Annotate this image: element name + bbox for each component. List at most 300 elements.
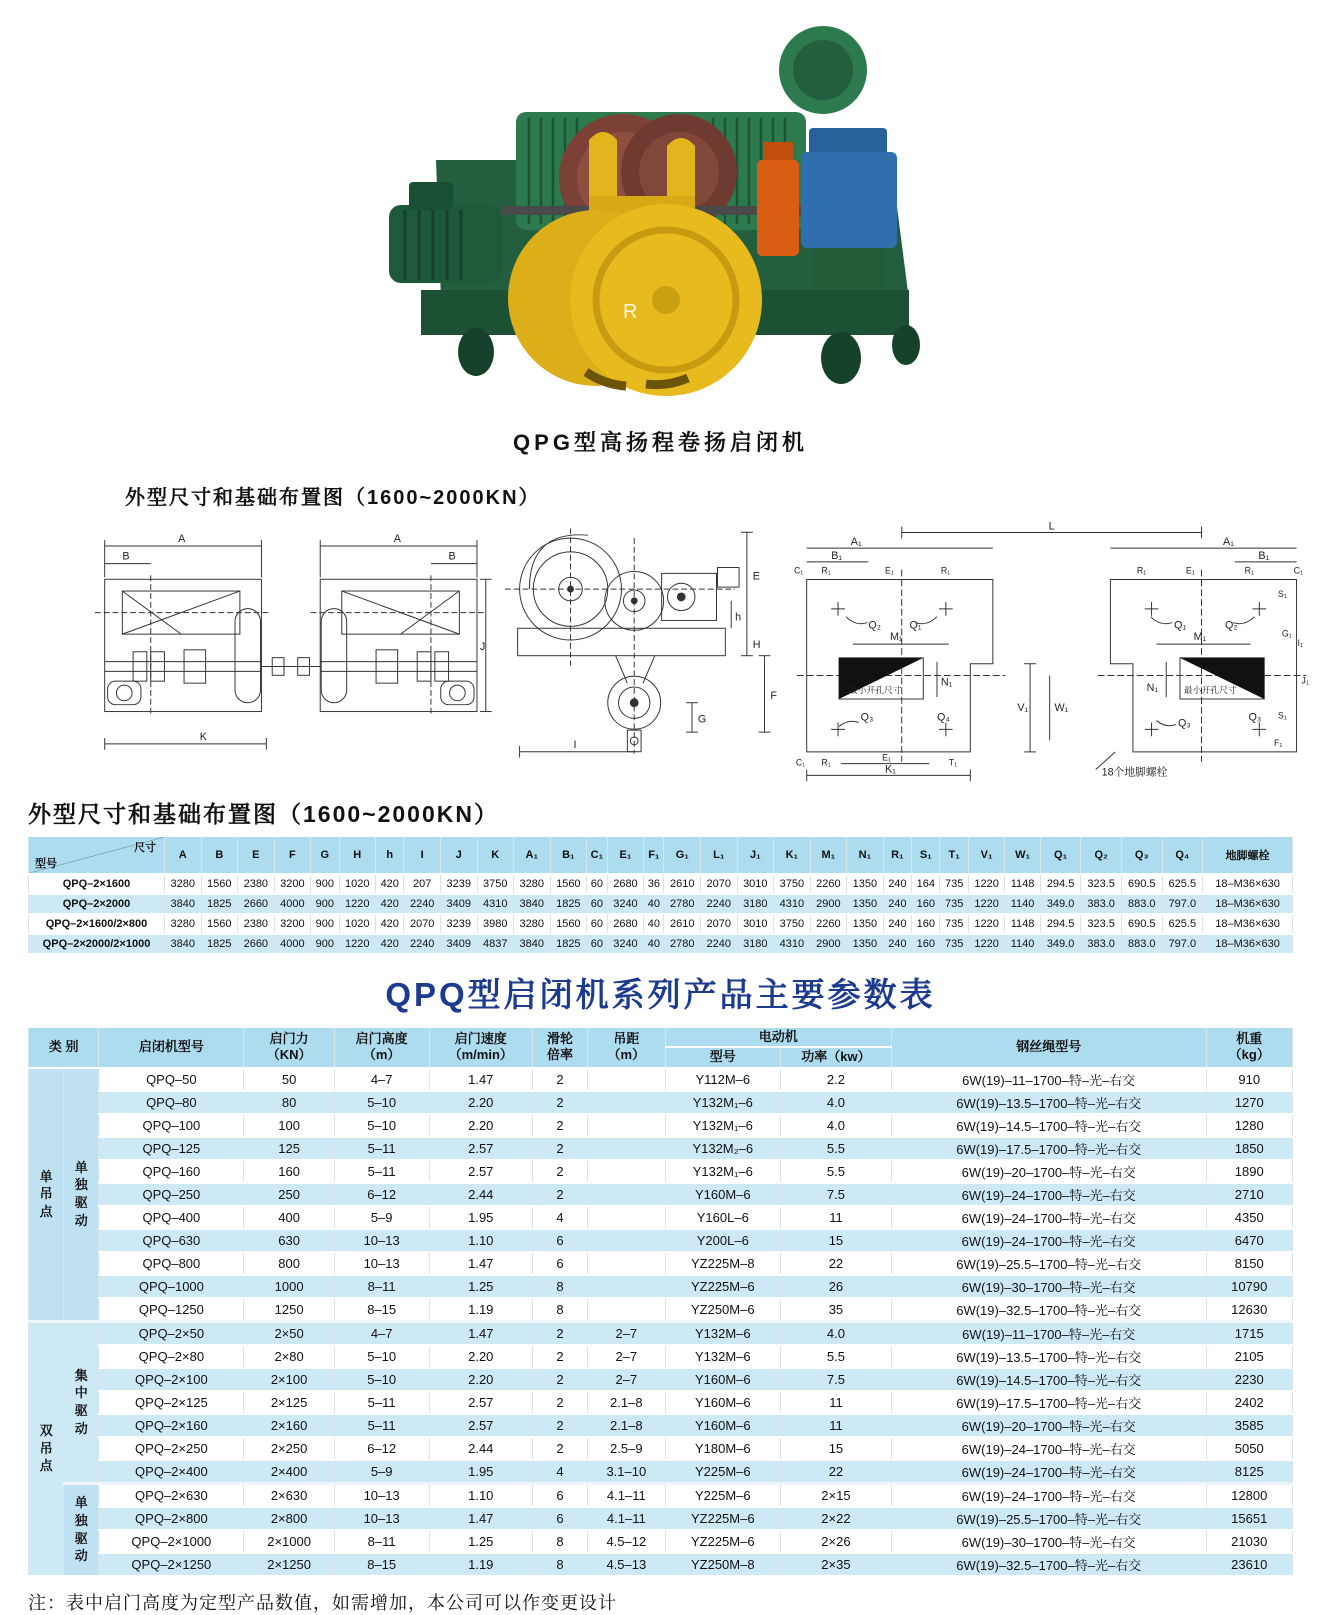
dim-label: C₁ xyxy=(1293,565,1303,576)
dim-header-row xyxy=(29,836,1293,874)
dim-model-cell: QPQ–2×1600 xyxy=(29,874,165,894)
param-cell: 2×250 xyxy=(244,1437,334,1460)
dim-value-cell: 2070 xyxy=(404,914,441,934)
dim-value-cell: 3750 xyxy=(477,874,514,894)
dim-label: I₁ xyxy=(1297,638,1303,649)
dim-value-cell: 3180 xyxy=(737,934,774,954)
param-cell: 2 xyxy=(532,1160,587,1183)
dim-table-row xyxy=(29,934,1293,954)
param-cell xyxy=(588,1114,666,1137)
model-cell: QPQ–1250 xyxy=(99,1298,244,1322)
param-cell: 8–11 xyxy=(334,1275,429,1298)
dim-column-header: R₁ xyxy=(883,836,911,874)
footnote: 注：表中启门高度为定型产品数值，如需增加，本公司可以作变更设计 xyxy=(28,1592,617,1613)
param-cell: 5.5 xyxy=(780,1137,891,1160)
param-cell: 5–10 xyxy=(334,1114,429,1137)
param-cell: 1.10 xyxy=(429,1229,532,1252)
param-cell: 8–11 xyxy=(334,1530,429,1553)
dim-table-row xyxy=(29,914,1293,934)
dim-value-cell: 1220 xyxy=(339,934,376,954)
dim-label: B xyxy=(448,550,456,563)
param-cell: 6470 xyxy=(1206,1229,1293,1252)
param-cell: 15 xyxy=(780,1437,891,1460)
header-motor: 电动机 xyxy=(665,1027,891,1047)
param-cell: 8 xyxy=(532,1298,587,1322)
param-cell: 23610 xyxy=(1206,1553,1293,1576)
dim-value-cell: 735 xyxy=(940,874,968,894)
param-cell xyxy=(588,1137,666,1160)
param-cell: 2 xyxy=(532,1137,587,1160)
param-cell xyxy=(588,1068,666,1091)
dim-column-header: J xyxy=(440,836,477,874)
parameters-row xyxy=(29,1091,1293,1114)
dim-value-cell: 883.0 xyxy=(1121,934,1162,954)
param-cell: 6W(19)–24–1700–特–光–右交 xyxy=(891,1206,1206,1229)
dim-label: V₁ xyxy=(1017,701,1028,714)
param-cell: Y160M–6 xyxy=(665,1391,780,1414)
param-cell: 5–11 xyxy=(334,1160,429,1183)
product-photo-illustration xyxy=(361,0,961,420)
model-cell: QPQ–800 xyxy=(99,1252,244,1275)
dim-label: C₁ xyxy=(793,565,804,576)
brand-mark: R xyxy=(622,301,637,323)
param-cell: 5–10 xyxy=(334,1345,429,1368)
model-cell: QPQ–2×1250 xyxy=(99,1553,244,1576)
dim-value-cell: 3280 xyxy=(514,914,551,934)
dim-value-cell: 1220 xyxy=(968,874,1005,894)
dim-column-header: Q₁ xyxy=(1040,836,1081,874)
parameters-row xyxy=(29,1460,1293,1484)
dim-value-cell: 1825 xyxy=(550,934,587,954)
param-cell: 2×100 xyxy=(244,1368,334,1391)
dim-column-header: B xyxy=(201,836,238,874)
param-cell: 4350 xyxy=(1206,1206,1293,1229)
param-cell: 6W(19)–11–1700–特–光–右交 xyxy=(891,1068,1206,1091)
min-hole-right xyxy=(1180,658,1264,699)
param-cell: 2.1–8 xyxy=(588,1414,666,1437)
dim-value-cell: 240 xyxy=(883,874,911,894)
param-cell: 11 xyxy=(780,1391,891,1414)
dim-value-cell: 3240 xyxy=(607,934,644,954)
parameters-row xyxy=(29,1114,1293,1137)
param-cell: 2×400 xyxy=(244,1460,334,1484)
dim-value-cell: 4837 xyxy=(477,934,514,954)
dim-value-cell: 900 xyxy=(311,894,339,914)
param-cell: 2 xyxy=(532,1321,587,1345)
drive-group-cell: 单独驱动 xyxy=(64,1483,99,1576)
param-cell: 6W(19)–20–1700–特–光–右交 xyxy=(891,1414,1206,1437)
dim-value-cell: 2380 xyxy=(238,874,275,894)
dim-column-header: K₁ xyxy=(774,836,811,874)
param-cell: 6 xyxy=(532,1252,587,1275)
header-distance-label: 吊距 xyxy=(613,1031,640,1046)
dim-value-cell: 3840 xyxy=(514,934,551,954)
parameters-table xyxy=(28,1026,1293,1577)
param-cell xyxy=(588,1183,666,1206)
dim-value-cell: 2070 xyxy=(701,914,738,934)
dim-value-cell: 1825 xyxy=(201,894,238,914)
dim-value-cell: 3750 xyxy=(774,874,811,894)
dim-label: W₁ xyxy=(1054,701,1069,714)
dim-value-cell: 420 xyxy=(376,934,404,954)
param-cell: YZ225M–6 xyxy=(665,1530,780,1553)
dim-value-cell: 1148 xyxy=(1005,914,1040,934)
header-motor-power: 功率（kw） xyxy=(780,1047,891,1067)
dim-value-cell: 3200 xyxy=(274,914,311,934)
dim-value-cell: 1825 xyxy=(550,894,587,914)
param-cell: 2.5–9 xyxy=(588,1437,666,1460)
dim-column-header: C₁ xyxy=(587,836,608,874)
dim-value-cell: 3840 xyxy=(514,894,551,914)
param-cell: 12630 xyxy=(1206,1298,1293,1322)
param-cell: 6W(19)–17.5–1700–特–光–右交 xyxy=(891,1391,1206,1414)
header-distance-unit: （m） xyxy=(607,1047,646,1063)
param-cell: 630 xyxy=(244,1229,334,1252)
dim-value-cell: 60 xyxy=(587,934,608,954)
param-cell: 2230 xyxy=(1206,1368,1293,1391)
dim-label: R₁ xyxy=(821,565,831,576)
dim-value-cell: 2680 xyxy=(607,914,644,934)
param-cell: 6W(19)–24–1700–特–光–右交 xyxy=(891,1229,1206,1252)
dim-column-header: B₁ xyxy=(550,836,587,874)
dim-value-cell: 3010 xyxy=(737,914,774,934)
product-photo xyxy=(361,0,961,420)
param-cell: 2×160 xyxy=(244,1414,334,1437)
dim-column-header: T₁ xyxy=(940,836,968,874)
param-cell: 2×800 xyxy=(244,1507,334,1530)
dim-value-cell: 4000 xyxy=(274,934,311,954)
parameters-row xyxy=(29,1483,1293,1507)
dim-value-cell: 1220 xyxy=(968,934,1005,954)
param-cell: 4.0 xyxy=(780,1091,891,1114)
parameters-row xyxy=(29,1437,1293,1460)
corner-label-model: 型号 xyxy=(35,858,57,870)
param-cell: 125 xyxy=(244,1137,334,1160)
model-cell: QPQ–2×800 xyxy=(99,1507,244,1530)
param-cell: 2 xyxy=(532,1437,587,1460)
param-cell: Y225M–6 xyxy=(665,1460,780,1484)
param-cell: 2×35 xyxy=(780,1553,891,1576)
dim-column-header: K xyxy=(477,836,514,874)
param-cell: 6–12 xyxy=(334,1183,429,1206)
param-cell: 11 xyxy=(780,1414,891,1437)
param-cell: 35 xyxy=(780,1298,891,1322)
dim-value-cell: 2260 xyxy=(810,874,847,894)
dim-value-cell: 323.5 xyxy=(1081,874,1122,894)
dim-value-cell: 2380 xyxy=(238,914,275,934)
dim-label: A₁ xyxy=(1222,536,1234,549)
header-weight-unit: （kg） xyxy=(1228,1047,1270,1063)
param-cell: 2 xyxy=(532,1068,587,1091)
dim-column-header: A xyxy=(165,836,202,874)
model-cell: QPQ–2×400 xyxy=(99,1460,244,1484)
dim-value-cell: 18–M36×630 xyxy=(1203,934,1293,954)
parameters-row xyxy=(29,1345,1293,1368)
param-cell xyxy=(588,1275,666,1298)
dimension-table xyxy=(28,835,1293,955)
param-cell: 4.1–11 xyxy=(588,1483,666,1507)
dim-value-cell: 2070 xyxy=(701,874,738,894)
param-cell: 1000 xyxy=(244,1275,334,1298)
dim-column-header: Q₂ xyxy=(1081,836,1122,874)
param-cell: 5–11 xyxy=(334,1137,429,1160)
dim-label: E₁ xyxy=(884,565,894,576)
dim-value-cell: 690.5 xyxy=(1121,914,1162,934)
dim-label: B₁ xyxy=(830,549,842,562)
min-hole-left xyxy=(839,658,923,699)
param-cell: 1.19 xyxy=(429,1298,532,1322)
dim-value-cell: 1350 xyxy=(847,934,884,954)
param-cell: 4.0 xyxy=(780,1114,891,1137)
param-cell: 6W(19)–32.5–1700–特–光–右交 xyxy=(891,1298,1206,1322)
param-cell: 1850 xyxy=(1206,1137,1293,1160)
param-cell: 1.47 xyxy=(429,1507,532,1530)
param-cell: 1.10 xyxy=(429,1483,532,1507)
dim-value-cell: 1350 xyxy=(847,914,884,934)
model-cell: QPQ–2×250 xyxy=(99,1437,244,1460)
dim-value-cell: 1350 xyxy=(847,894,884,914)
parameters-row xyxy=(29,1252,1293,1275)
parameters-row xyxy=(29,1137,1293,1160)
param-cell: 6W(19)–11–1700–特–光–右交 xyxy=(891,1321,1206,1345)
header-weight-label: 机重 xyxy=(1236,1031,1263,1046)
param-cell: 5–10 xyxy=(334,1368,429,1391)
dim-value-cell: 420 xyxy=(376,914,404,934)
parameters-row xyxy=(29,1391,1293,1414)
param-cell: 2 xyxy=(532,1368,587,1391)
param-cell: 1280 xyxy=(1206,1114,1293,1137)
param-cell: 10–13 xyxy=(334,1252,429,1275)
param-cell: 6W(19)–24–1700–特–光–右交 xyxy=(891,1183,1206,1206)
dim-model-cell: QPQ–2×2000 xyxy=(29,894,165,914)
dim-column-header: 地脚螺栓 xyxy=(1203,836,1293,874)
dim-value-cell: 1560 xyxy=(550,874,587,894)
min-hole-label: 最小开孔尺寸 xyxy=(848,685,902,696)
dim-value-cell: 294.5 xyxy=(1040,914,1081,934)
header-ratio xyxy=(532,1027,587,1068)
dim-label: N₁ xyxy=(1146,682,1158,695)
min-hole-label: 最小开孔尺寸 xyxy=(1183,685,1237,696)
param-cell: 2 xyxy=(532,1391,587,1414)
param-cell: 6W(19)–14.5–1700–特–光–右交 xyxy=(891,1114,1206,1137)
param-cell: 1.47 xyxy=(429,1252,532,1275)
dim-label: M₁ xyxy=(1193,631,1207,644)
parameters-row xyxy=(29,1321,1293,1345)
dim-value-cell: 3280 xyxy=(165,874,202,894)
header-force-label: 启门力 xyxy=(269,1031,309,1046)
dim-value-cell: 3239 xyxy=(440,914,477,934)
dim-value-cell: 3980 xyxy=(477,914,514,934)
model-cell: QPQ–250 xyxy=(99,1183,244,1206)
param-cell: 2.57 xyxy=(429,1137,532,1160)
dim-value-cell: 2240 xyxy=(701,934,738,954)
dim-value-cell: 420 xyxy=(376,874,404,894)
param-cell: 10790 xyxy=(1206,1275,1293,1298)
param-cell: 6W(19)–20–1700–特–光–右交 xyxy=(891,1160,1206,1183)
param-cell: 2×15 xyxy=(780,1483,891,1507)
param-cell: Y132M₁–6 xyxy=(665,1160,780,1183)
dim-column-header: A₁ xyxy=(514,836,551,874)
param-cell: Y132M₁–6 xyxy=(665,1091,780,1114)
param-cell: YZ225M–8 xyxy=(665,1252,780,1275)
drive-group-cell: 单独驱动 xyxy=(64,1068,99,1322)
dim-value-cell: 1560 xyxy=(550,914,587,934)
param-cell: 5–11 xyxy=(334,1414,429,1437)
dim-value-cell: 900 xyxy=(311,914,339,934)
dim-column-header: G₁ xyxy=(664,836,701,874)
dim-label: J₁ xyxy=(1301,675,1309,686)
param-cell: 2×1250 xyxy=(244,1553,334,1576)
dim-label: R₁ xyxy=(1136,565,1146,576)
param-cell: 7.5 xyxy=(780,1183,891,1206)
header-weight xyxy=(1206,1027,1293,1068)
parameters-table-body xyxy=(29,1068,1293,1576)
param-cell: 6W(19)–14.5–1700–特–光–右交 xyxy=(891,1368,1206,1391)
param-cell: 1890 xyxy=(1206,1160,1293,1183)
dim-column-header: I xyxy=(404,836,441,874)
dim-value-cell: 1825 xyxy=(201,934,238,954)
param-cell: 4 xyxy=(532,1460,587,1484)
model-cell: QPQ–630 xyxy=(99,1229,244,1252)
dim-label: S₁ xyxy=(1277,589,1287,600)
param-cell: 4–7 xyxy=(334,1321,429,1345)
param-cell: Y160M–6 xyxy=(665,1183,780,1206)
winch-side-drawing xyxy=(500,516,784,766)
dim-column-header: F₁ xyxy=(644,836,664,874)
param-cell xyxy=(588,1298,666,1322)
param-cell: 6W(19)–17.5–1700–特–光–右交 xyxy=(891,1137,1206,1160)
dim-column-header: E xyxy=(238,836,275,874)
dim-label: Q₁ xyxy=(1173,619,1186,632)
param-cell: 8150 xyxy=(1206,1252,1293,1275)
dim-label: C₁ xyxy=(795,757,806,768)
param-cell: Y132M₁–6 xyxy=(665,1114,780,1137)
header-category: 类 别 xyxy=(29,1027,99,1068)
param-cell: 2.20 xyxy=(429,1091,532,1114)
dim-value-cell: 2240 xyxy=(701,894,738,914)
dim-value-cell: 207 xyxy=(404,874,441,894)
dim-label: Q₂ xyxy=(1224,619,1238,632)
dim-label: Q₃ xyxy=(1177,717,1191,730)
param-cell: 21030 xyxy=(1206,1530,1293,1553)
param-cell: 6 xyxy=(532,1229,587,1252)
dim-label: E₁ xyxy=(881,752,891,763)
foundation-plan-drawing xyxy=(792,516,1311,786)
dim-label: Q₁ xyxy=(909,619,922,632)
header-rope: 钢丝绳型号 xyxy=(891,1027,1206,1068)
dim-label: F₁ xyxy=(1273,738,1283,749)
dim-value-cell: 1560 xyxy=(201,874,238,894)
param-cell: 8125 xyxy=(1206,1460,1293,1484)
param-cell: 1.95 xyxy=(429,1206,532,1229)
dim-label: G xyxy=(697,713,706,726)
dim-label: R₁ xyxy=(1244,565,1254,576)
model-cell: QPQ–2×125 xyxy=(99,1391,244,1414)
param-cell xyxy=(588,1252,666,1275)
param-cell: 2.44 xyxy=(429,1437,532,1460)
model-cell: QPQ–125 xyxy=(99,1137,244,1160)
param-cell: 100 xyxy=(244,1114,334,1137)
dim-value-cell: 3409 xyxy=(440,894,477,914)
model-cell: QPQ–160 xyxy=(99,1160,244,1183)
dim-value-cell: 2660 xyxy=(238,934,275,954)
param-cell: 2.57 xyxy=(429,1160,532,1183)
photo-caption: QPG型高扬程卷扬启闭机 xyxy=(513,430,808,455)
param-cell: 5050 xyxy=(1206,1437,1293,1460)
dim-value-cell: 625.5 xyxy=(1162,874,1203,894)
dim-value-cell: 383.0 xyxy=(1081,934,1122,954)
dim-column-header: N₁ xyxy=(847,836,884,874)
model-cell: QPQ–2×630 xyxy=(99,1483,244,1507)
dim-value-cell: 690.5 xyxy=(1121,874,1162,894)
dim-value-cell: 36 xyxy=(644,874,664,894)
dim-label: L xyxy=(1048,520,1055,533)
dim-value-cell: 349.0 xyxy=(1040,894,1081,914)
dim-label: A xyxy=(393,533,401,546)
dim-value-cell: 240 xyxy=(883,894,911,914)
dim-column-header: S₁ xyxy=(912,836,940,874)
param-cell: 2–7 xyxy=(588,1321,666,1345)
dim-label: J xyxy=(479,640,486,653)
dim-table-title: 外型尺寸和基础布置图（1600~2000KN） xyxy=(28,801,499,827)
param-cell: 8–15 xyxy=(334,1553,429,1576)
technical-drawings xyxy=(90,516,1311,786)
header-force-unit: （KN） xyxy=(266,1047,312,1063)
dim-value-cell: 18–M36×630 xyxy=(1203,914,1293,934)
dim-column-header: W₁ xyxy=(1005,836,1040,874)
dim-column-header: Q₄ xyxy=(1162,836,1203,874)
param-cell: 50 xyxy=(244,1068,334,1091)
category-group-cell: 双吊点 xyxy=(29,1321,64,1576)
dim-value-cell: 1140 xyxy=(1005,934,1040,954)
dim-value-cell: 323.5 xyxy=(1081,914,1122,934)
dim-value-cell: 240 xyxy=(883,934,911,954)
parameters-row xyxy=(29,1183,1293,1206)
dim-value-cell: 3750 xyxy=(774,914,811,934)
header-height-unit: （m） xyxy=(362,1047,401,1063)
param-cell: 11 xyxy=(780,1206,891,1229)
param-cell: 800 xyxy=(244,1252,334,1275)
param-cell: Y200L–6 xyxy=(665,1229,780,1252)
parameters-row xyxy=(29,1275,1293,1298)
dim-value-cell: 883.0 xyxy=(1121,894,1162,914)
dim-value-cell: 735 xyxy=(940,934,968,954)
param-cell: 6W(19)–30–1700–特–光–右交 xyxy=(891,1530,1206,1553)
dim-label: R₁ xyxy=(940,565,951,576)
header-speed xyxy=(429,1027,532,1068)
param-cell: 6 xyxy=(532,1483,587,1507)
param-cell: 6W(19)–32.5–1700–特–光–右交 xyxy=(891,1553,1206,1576)
parameters-row xyxy=(29,1530,1293,1553)
param-cell: 2×1000 xyxy=(244,1530,334,1553)
param-cell: 400 xyxy=(244,1206,334,1229)
header-force xyxy=(244,1027,334,1068)
dim-value-cell: 797.0 xyxy=(1162,934,1203,954)
model-cell: QPQ–2×80 xyxy=(99,1345,244,1368)
param-cell: 7.5 xyxy=(780,1368,891,1391)
parameters-row xyxy=(29,1206,1293,1229)
dim-value-cell: 1350 xyxy=(847,874,884,894)
param-cell: 160 xyxy=(244,1160,334,1183)
dim-label: A₁ xyxy=(850,536,862,549)
dim-value-cell: 1140 xyxy=(1005,894,1040,914)
header-motor-model: 型号 xyxy=(665,1047,780,1067)
dim-column-header: H xyxy=(339,836,376,874)
parameters-row xyxy=(29,1298,1293,1322)
main-table-title: QPQ型启闭机系列产品主要参数表 xyxy=(385,976,936,1013)
param-cell: 2.1–8 xyxy=(588,1391,666,1414)
parameters-row xyxy=(29,1507,1293,1530)
